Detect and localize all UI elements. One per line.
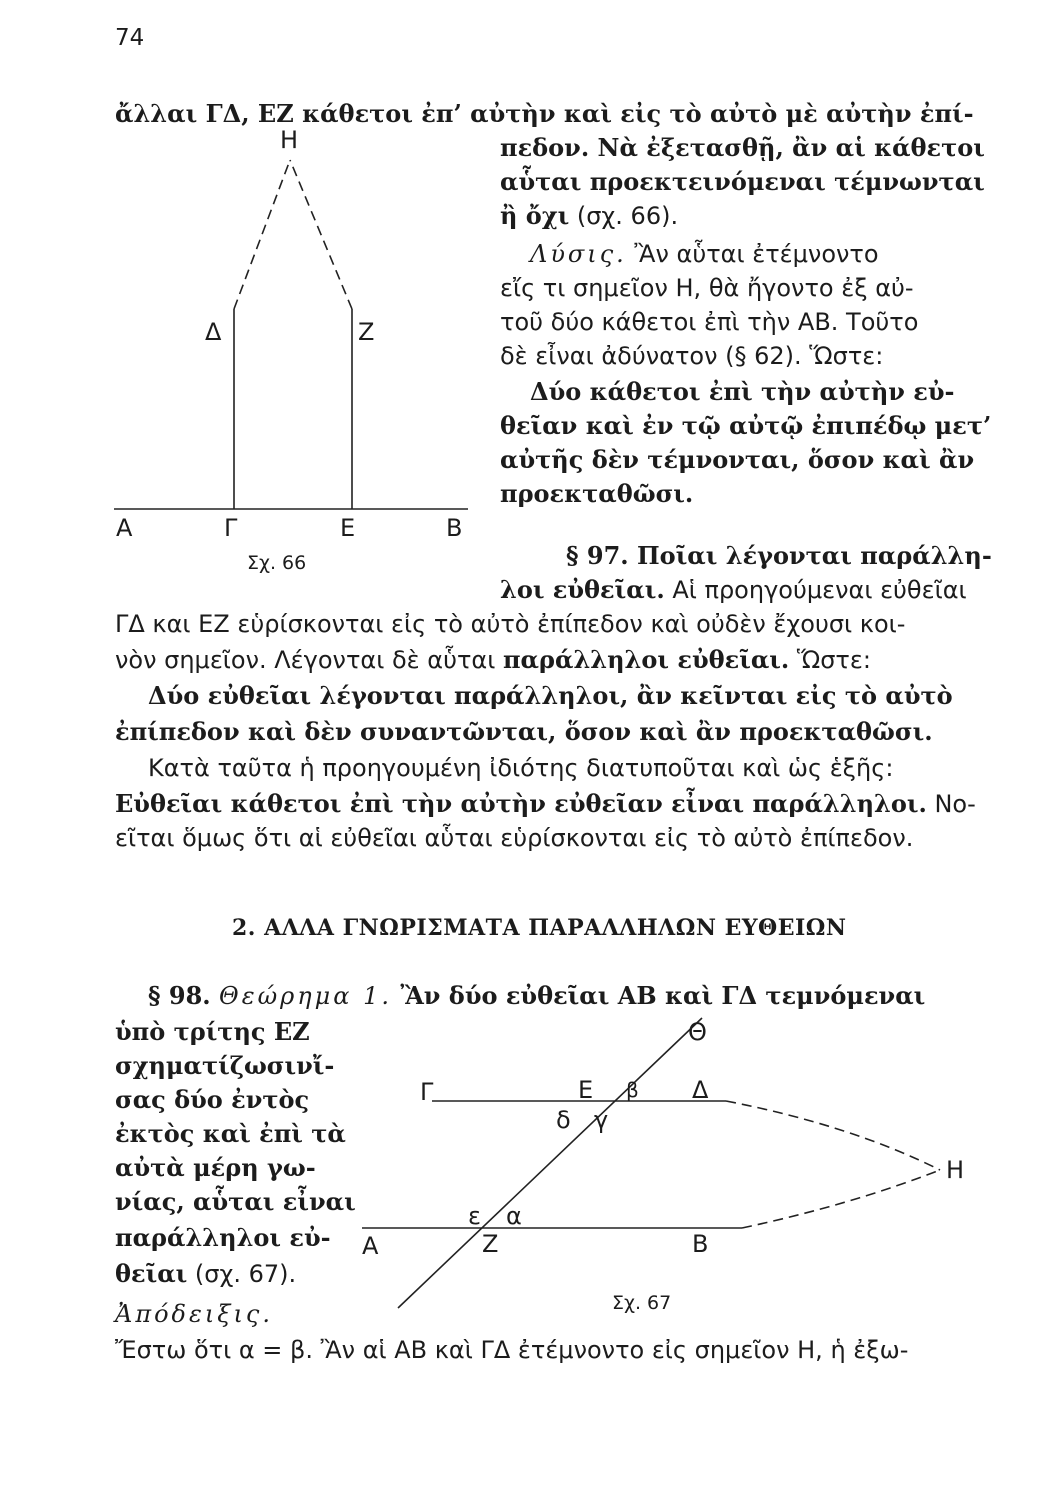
fig66-label-e: Ε <box>340 514 356 542</box>
text-line-14 <box>500 574 967 606</box>
fig67-label-b: Β <box>692 1230 709 1258</box>
text-line-20 <box>115 788 976 820</box>
fig67-label-theta: Θ <box>688 1018 707 1046</box>
section-heading: 2. ΑΛΛΑ ΓΝΩΡΙΣΜΑΤΑ ΠΑΡΑΛΛΗΛΩΝ ΕΥΘΕΙΩΝ <box>232 915 847 941</box>
fig67-label-a: Α <box>362 1232 379 1260</box>
fig66-caption: Σχ. 66 <box>247 552 307 574</box>
fig67-label-delta: δ <box>556 1106 571 1134</box>
fig67-label-z: Ζ <box>482 1230 499 1258</box>
line-5-text: Ἂν αὗται ἐτέμνοντο <box>626 240 879 268</box>
text-line-8: δὲ εἶναι ἀδύνατον (§ 62). Ὥστε: <box>500 342 884 370</box>
text-line-1 <box>115 98 974 130</box>
fig67-label-e: Ε <box>578 1076 594 1104</box>
page-number: 74 <box>115 25 145 51</box>
fig66-label-b: Β <box>446 514 463 542</box>
fig67-label-alpha: α <box>506 1202 522 1230</box>
text-line-12: προεκταθῶσι. <box>500 479 694 508</box>
text-line-19: Κατὰ ταῦτα ἡ προηγουμένη ἰδιότης διατυποῦται καὶ ὡς ἑξῆς: <box>148 754 894 782</box>
line-14-text: Αἱ προηγούμεναι εὐθεῖαι <box>664 576 967 604</box>
text-line-21: εῖται ὅμως ὅτι αἱ εὐθεῖαι αὗται εὑρίσκονται εἰς τὸ αὐτὸ ἐπίπεδον. <box>115 824 914 852</box>
text-line-30 <box>115 1258 296 1290</box>
extension-b-h <box>742 1170 940 1228</box>
text-line-5 <box>530 238 879 270</box>
fig67-label-h: Η <box>946 1156 965 1184</box>
fig67-label-g: Γ <box>420 1078 434 1106</box>
figure-66-drawing <box>114 160 468 509</box>
line-4-ref: (σχ. 66). <box>569 202 679 230</box>
text-line-3: αὗται προεκτεινόμεναι τέμνωνται <box>500 167 985 196</box>
fig66-label-h: Η <box>280 126 299 154</box>
fig67-label-gamma: γ <box>594 1106 609 1134</box>
fig66-label-d: Δ <box>205 318 222 346</box>
line-22-text: Ἂν δύο εὐθεῖαι ΑΒ καὶ ΓΔ τεμνόμεναι <box>391 981 926 1010</box>
line-22-section: § 98. <box>148 981 220 1010</box>
line-16-text: νὸν σημεῖον. Λέγονται δὲ αὗται <box>115 646 503 674</box>
text-line-6: εἴς τι σημεῖον Η, θὰ ἤγοντο ἐξ αὐ- <box>500 274 914 302</box>
text-line-7: τοῦ δύο κάθετοι ἐπὶ τὴν ΑΒ. Τοῦτο <box>500 308 919 336</box>
text-line-15: ΓΔ και ΕΖ εὑρίσκονται εἰς τὸ αὐτὸ ἐπίπεδον καὶ οὐδὲν ἔχουσι κοι- <box>115 610 906 638</box>
line-16-end: Ὥστε: <box>789 646 871 674</box>
extension-z-h <box>290 160 352 309</box>
fig67-caption: Σχ. 67 <box>612 1292 672 1314</box>
text-line-23: ὑπὸ τρίτης ΕΖ <box>115 1017 310 1046</box>
line-20-text: Νο- <box>926 790 976 818</box>
text-line-22 <box>148 980 925 1012</box>
text-line-27: αὐτὰ μέρη γω- <box>115 1153 316 1182</box>
line-1-text: ἄλλαι ΓΔ, ΕΖ κάθετοι ἐπ’ αὐτὴν καὶ εἰς τὸ αὐτὸ μὲ αὐτὴν ἐπί- <box>115 99 974 128</box>
text-line-18: ἐπίπεδον καὶ δὲν συναντῶνται, ὅσον καὶ ἂν προεκταθῶσι. <box>115 717 933 746</box>
line-30-bold: θεῖαι <box>115 1259 188 1288</box>
line-14-bold: λοι εὐθεῖαι. <box>500 575 665 604</box>
text-line-26: ἐκτὸς καὶ ἐπὶ τὰ <box>115 1119 346 1148</box>
extension-d-h <box>234 160 290 309</box>
text-line-10: θεῖαν καὶ ἐν τῷ αὐτῷ ἐπιπέδῳ μετ’ <box>500 411 992 440</box>
line-20-bold: Εὐθεῖαι κάθετοι ἐπὶ τὴν αὐτὴν εὐθεῖαν εἶναι παράλληλοι. <box>115 789 927 818</box>
text-line-11: αὐτῆς δὲν τέμνονται, ὅσον καὶ ἂν <box>500 445 975 474</box>
text-line-4 <box>500 200 678 232</box>
text-line-9: Δύο κάθετοι ἐπὶ τὴν αὐτὴν εὐ- <box>530 377 955 406</box>
line-16-bold: παράλληλοι εὐθεῖαι. <box>502 645 790 674</box>
fig66-label-z: Ζ <box>358 318 375 346</box>
fig66-label-g: Γ <box>224 514 238 542</box>
line-22-italic: Θεώρημα 1. <box>219 982 392 1010</box>
figure-67-drawing <box>362 1018 940 1308</box>
line-4-bold: ἢ ὄχι <box>500 201 570 230</box>
text-line-13: § 97. Ποῖαι λέγονται παράλλη- <box>566 541 992 570</box>
line-5-italic: Λύσις. <box>530 240 627 268</box>
text-line-28: νίας, αὗται εἶναι <box>115 1187 356 1216</box>
fig66-label-a: Α <box>116 514 133 542</box>
fig67-label-epsilon: ε <box>468 1202 481 1230</box>
transversal-ez <box>398 1018 702 1308</box>
text-line-16 <box>115 644 871 676</box>
line-30-ref: (σχ. 67). <box>187 1260 297 1288</box>
fig67-label-beta: β <box>626 1078 639 1102</box>
text-line-32: Ἔστω ὅτι α = β. Ἂν αἱ ΑΒ καὶ ΓΔ ἐτέμνοντο εἰς σημεῖον Η, ἡ ἐξω- <box>115 1336 909 1364</box>
text-line-2: πεδον. Νὰ ἐξετασθῇ, ἂν αἱ κάθετοι <box>500 133 985 162</box>
fig67-label-d: Δ <box>692 1076 709 1104</box>
text-line-24: σχηματίζωσινἴ- <box>115 1051 335 1080</box>
text-line-31: Ἀπόδειξις. <box>115 1300 273 1328</box>
extension-d-h <box>726 1101 940 1170</box>
text-line-29: παράλληλοι εὐ- <box>115 1223 331 1252</box>
text-line-17: Δύο εὐθεῖαι λέγονται παράλληλοι, ἂν κεῖνται εἰς τὸ αὐτὸ <box>148 681 953 710</box>
text-line-25: σας δύο ἐντὸς <box>115 1085 310 1114</box>
